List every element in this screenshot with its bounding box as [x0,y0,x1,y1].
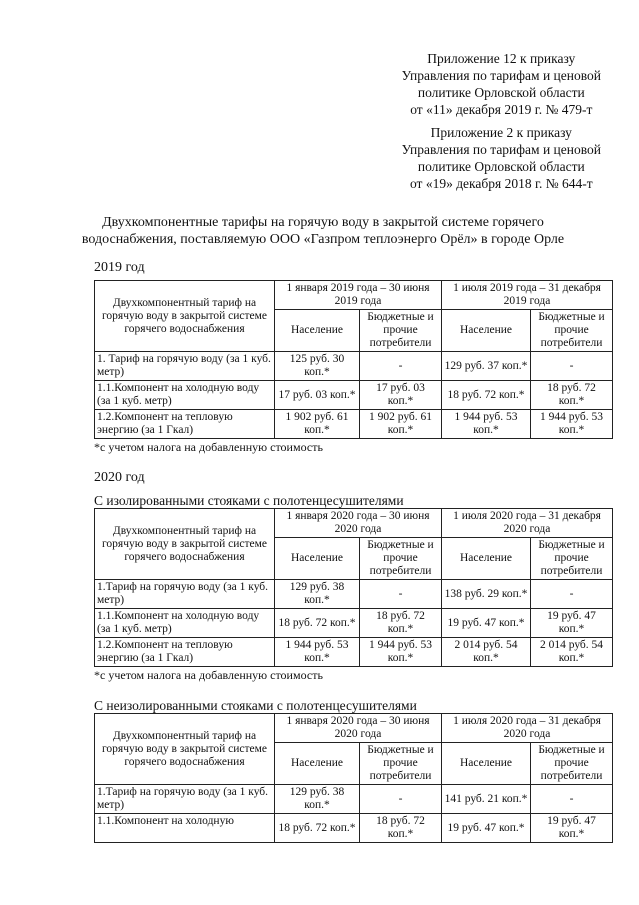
document-title [28,214,618,248]
row-label: 1.Тариф на горячую воду (за 1 куб. метр) [95,580,275,609]
value-cell: - [360,352,442,381]
value-cell: 138 руб. 29 коп.* [442,580,531,609]
value-cell: 1 944 руб. 53 коп.* [442,410,531,439]
table-row [95,609,613,638]
table-row [95,785,613,814]
value-cell: - [531,580,613,609]
value-cell: 2 014 руб. 54 коп.* [442,638,531,667]
population-header: Население [275,743,360,785]
budget-header: Бюджетные и прочие потребители [360,310,442,352]
title-line: Двухкомпонентные тарифы на горячую воду в закрытой системе горячего [102,215,544,230]
table-header-row [95,509,613,538]
tariff-table-2020-insulated [94,508,613,667]
value-cell: - [531,352,613,381]
value-cell: - [360,580,442,609]
row-label: 1.2.Компонент на тепловую энергию (за 1 Гкал) [95,638,275,667]
value-cell: 18 руб. 72 коп.* [442,381,531,410]
title-line: водоснабжения, поставляемую ООО «Газпром теплоэнерго Орёл» в городе Орле [81,232,565,247]
row-label: 1.1.Компонент на холодную [95,814,275,843]
population-header: Население [442,743,531,785]
appendix-12-header [402,50,601,118]
vat-footnote: *с учетом налога на добавленную стоимость [94,440,323,454]
value-cell: 1 944 руб. 53 коп.* [531,410,613,439]
budget-header: Бюджетные и прочие потребители [360,538,442,580]
population-header: Население [442,310,531,352]
tariff-table-2019 [94,280,613,439]
row-label: 1.2.Компонент на тепловую энергию (за 1 Гкал) [95,410,275,439]
value-cell: 19 руб. 47 коп.* [442,814,531,843]
budget-header: Бюджетные и прочие потребители [531,310,613,352]
budget-header: Бюджетные и прочие потребители [531,743,613,785]
year-2019-heading: 2019 год [94,260,145,275]
table-row [95,381,613,410]
header-line: Управления по тарифам и ценовой [401,142,601,157]
period-header: 1 июля 2020 года – 31 декабря 2020 года [442,509,613,538]
value-cell: 2 014 руб. 54 коп.* [531,638,613,667]
header-line: Приложение 12 к приказу [427,51,576,66]
appendix-2-header [402,124,601,192]
period-header: 1 января 2020 года – 30 июня 2020 года [275,509,442,538]
value-cell: 18 руб. 72 коп.* [531,381,613,410]
value-cell: 129 руб. 38 коп.* [275,580,360,609]
value-cell: 17 руб. 03 коп.* [275,381,360,410]
header-line: Приложение 2 к приказу [430,125,572,140]
header-line: политике Орловской области [417,159,585,174]
value-cell: - [531,785,613,814]
table-row [95,638,613,667]
header-line: политике Орловской области [417,85,585,100]
value-cell: 129 руб. 38 коп.* [275,785,360,814]
value-cell: 1 902 руб. 61 коп.* [360,410,442,439]
value-cell: 19 руб. 47 коп.* [442,609,531,638]
row-header-cell: Двухкомпонентный тариф на горячую воду в закрытой системе горячего водоснабжения [95,714,275,785]
table-row [95,410,613,439]
header-line: Управления по тарифам и ценовой [401,68,601,83]
uninsulated-subheading: С неизолированными стояками с полотенцесушителями [94,698,417,713]
value-cell: 18 руб. 72 коп.* [275,609,360,638]
row-label: 1.1.Компонент на холодную воду (за 1 куб. метр) [95,609,275,638]
value-cell: 17 руб. 03 коп.* [360,381,442,410]
tariff-table-2020-uninsulated [94,713,613,843]
population-header: Население [442,538,531,580]
period-header: 1 июля 2019 года – 31 декабря 2019 года [442,281,613,310]
row-label: 1. Тариф на горячую воду (за 1 куб. метр) [95,352,275,381]
row-label: 1.1.Компонент на холодную воду (за 1 куб. метр) [95,381,275,410]
table-header-row [95,714,613,743]
period-header: 1 июля 2020 года – 31 декабря 2020 года [442,714,613,743]
value-cell: 125 руб. 30 коп.* [275,352,360,381]
value-cell: 141 руб. 21 коп.* [442,785,531,814]
value-cell: - [360,785,442,814]
table-header-row [95,281,613,310]
table-row [95,352,613,381]
budget-header: Бюджетные и прочие потребители [360,743,442,785]
row-header-cell: Двухкомпонентный тариф на горячую воду в закрытой системе горячего водоснабжения [95,281,275,352]
value-cell: 1 944 руб. 53 коп.* [360,638,442,667]
value-cell: 19 руб. 47 коп.* [531,814,613,843]
row-label: 1.Тариф на горячую воду (за 1 куб. метр) [95,785,275,814]
value-cell: 19 руб. 47 коп.* [531,609,613,638]
table-row [95,580,613,609]
header-line: от «11» декабря 2019 г. № 479-т [410,102,593,117]
row-header-cell: Двухкомпонентный тариф на горячую воду в закрытой системе горячего водоснабжения [95,509,275,580]
table-row [95,814,613,843]
value-cell: 18 руб. 72 коп.* [360,609,442,638]
value-cell: 1 944 руб. 53 коп.* [275,638,360,667]
period-header: 1 января 2020 года – 30 июня 2020 года [275,714,442,743]
population-header: Население [275,538,360,580]
value-cell: 129 руб. 37 коп.* [442,352,531,381]
value-cell: 18 руб. 72 коп.* [360,814,442,843]
period-header: 1 января 2019 года – 30 июня 2019 года [275,281,442,310]
vat-footnote: *с учетом налога на добавленную стоимость [94,668,323,682]
header-line: от «19» декабря 2018 г. № 644-т [409,176,593,191]
population-header: Население [275,310,360,352]
year-2020-heading: 2020 год [94,470,145,485]
value-cell: 1 902 руб. 61 коп.* [275,410,360,439]
budget-header: Бюджетные и прочие потребители [531,538,613,580]
insulated-subheading: С изолированными стояками с полотенцесушителями [94,493,404,508]
value-cell: 18 руб. 72 коп.* [275,814,360,843]
